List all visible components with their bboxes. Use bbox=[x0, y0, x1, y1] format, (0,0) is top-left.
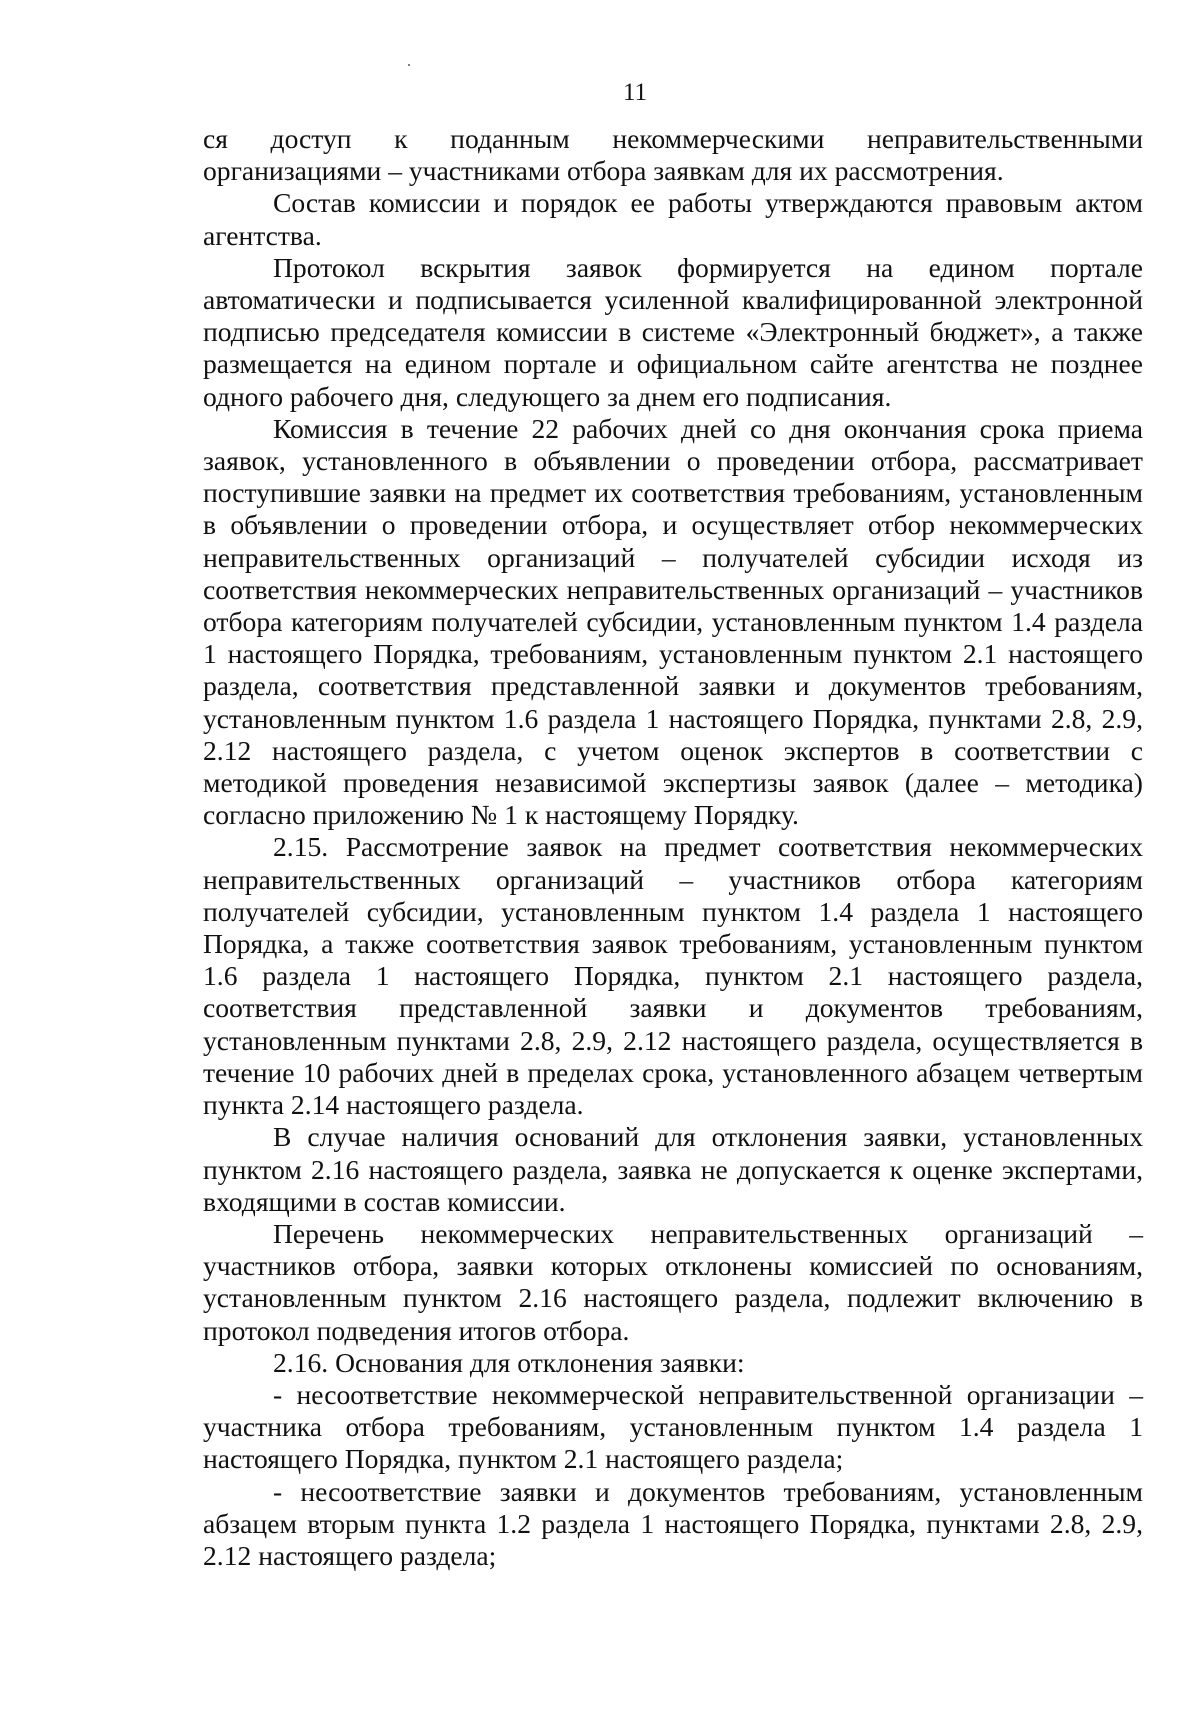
page-number: 11 bbox=[622, 79, 648, 106]
paragraph-opening-protocol: Протокол вскрытия заявок формируется на едином портале автоматически и подписывается усиленной квалифицированной электронной подписью председателя комиссии в системе «Электронный бюджет», а также размещается на едином портале и официальном сайте агентства не позднее одного рабочего дня, следующего за днем его подписания. bbox=[203, 251, 1143, 412]
scan-speck bbox=[408, 64, 410, 66]
paragraph-2-16-heading: 2.16. Основания для отклонения заявки: bbox=[273, 1346, 745, 1378]
paragraph-2-15: 2.15. Рассмотрение заявок на предмет соответствия некоммерческих неправительственных организаций – участников отбора категориям получателей субсидии, установленным пунктом 1.4 раздела 1 настоящего Порядка, а также соответствия заявок требованиям, установленным пунктом 1.6 раздела 1 настоящего Порядка, пунктом 2.1 настоящего раздела, соответствия представленной заявки и документов требованиям, установленным пунктами 2.8, 2.9, 2.12 настоящего раздела, осуществляется в течение 10 рабочих дней в пределах срока, установленного абзацем четвертым пункта 2.14 настоящего раздела. bbox=[203, 831, 1143, 1121]
list-item-noncompliance-organization: - несоответствие некоммерческой неправительственной организации – участника отбора требованиям, установленным пунктом 1.4 раздела 1 настоящего Порядка, пунктом 2.1 настоящего раздела; bbox=[203, 1378, 1143, 1475]
list-item-noncompliance-application: - несоответствие заявки и документов требованиям, установленным абзацем вторым пункта 1.2 раздела 1 настоящего Порядка, пунктами 2.8, 2.9, 2.12 настоящего раздела; bbox=[203, 1475, 1143, 1571]
document-body bbox=[203, 123, 1143, 1572]
paragraph-continuation: ся доступ к поданным некоммерческими неправительственными организациями – участниками отбора заявкам для их рассмотрения. bbox=[203, 123, 1143, 187]
paragraph-rejection-grounds: В случае наличия оснований для отклонения заявки, установленных пунктом 2.16 настоящего раздела, заявка не допускается к оценке экспертами, входящими в состав комиссии. bbox=[203, 1121, 1143, 1217]
paragraph-rejected-list: Перечень некоммерческих неправительственных организаций – участников отбора, заявки которых отклонены комиссией по основаниям, установленным пунктом 2.16 настоящего раздела, подлежит включению в протокол подведения итогов отбора. bbox=[203, 1217, 1143, 1346]
paragraph-commission-composition: Состав комиссии и порядок ее работы утверждаются правовым актом агентства. bbox=[203, 187, 1143, 251]
paragraph-commission-review: Комиссия в течение 22 рабочих дней со дня окончания срока приема заявок, установленного в объявлении о проведении отбора, рассматривает поступившие заявки на предмет их соответствия требованиям, установленным в объявлении о проведении отбора, и осуществляет отбор некоммерческих неправительственных организаций – получателей субсидии исходя из соответствия некоммерческих неправительственных организаций – участников отбора категориям получателей субсидии, установленным пунктом 1.4 раздела 1 настоящего Порядка, требованиям, установленным пунктом 2.1 настоящего раздела, соответствия представленной заявки и документов требованиям, установленным пунктом 1.6 раздела 1 настоящего Порядка, пунктами 2.8, 2.9, 2.12 настоящего раздела, с учетом оценок экспертов в соответствии с методикой проведения независимой экспертизы заявок (далее – методика) согласно приложению № 1 к настоящему Порядку. bbox=[203, 412, 1143, 831]
